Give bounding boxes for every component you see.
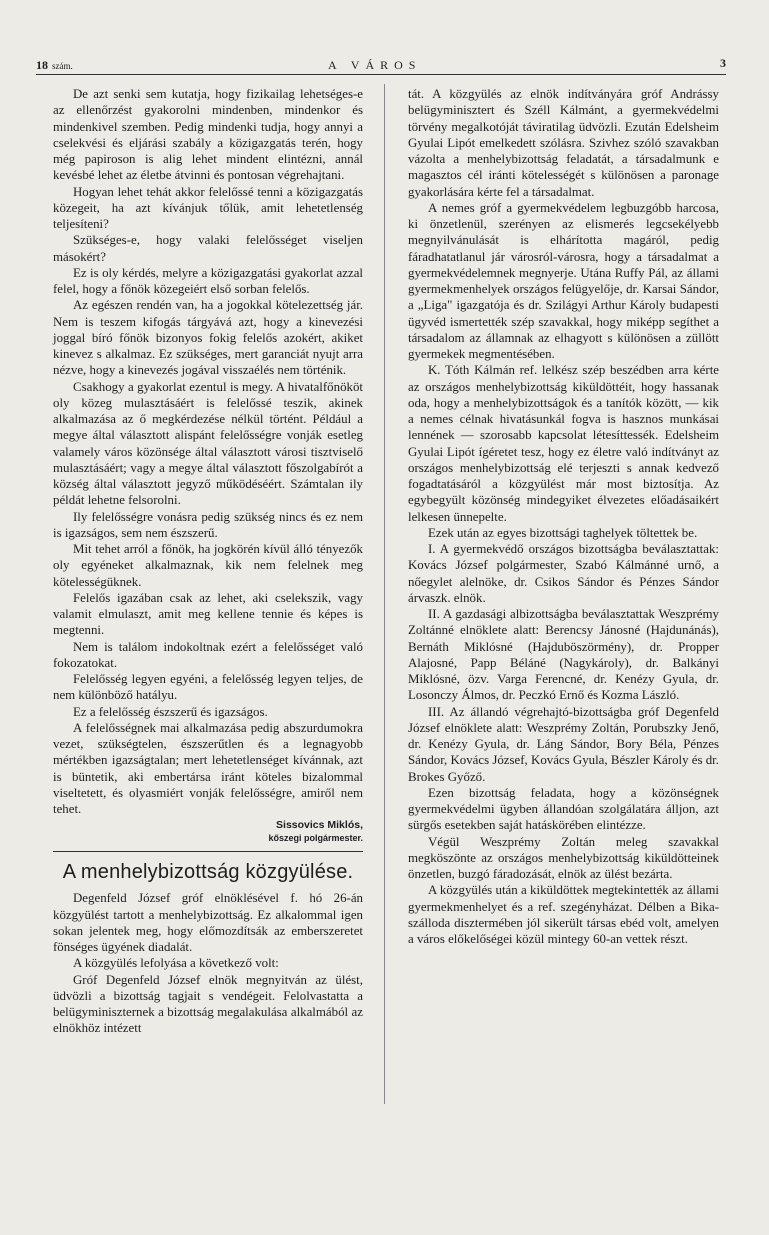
page-number-unit: szám. (52, 61, 73, 71)
signature-role: kőszegi polgármester. (268, 833, 363, 844)
paragraph: I. A gyermekvédő országos bizottságba beválasztattak: Kovács József polgármester, Szabó Kálmánné urnő, a nőegylet alelnöke, dr. Csikos Sándor és Pénzes Sándor árvaszk. elnök. (408, 542, 719, 605)
paragraph: De azt senki sem kutatja, hogy fizikailag lehetséges-e az ellenőrzést gyakorolni mindenben, mindenkor és mindenkivel szemben. Pedig mindenki tudja, hogy annyi a cselekvési és eljárási szabály a közigazgatás terén, hogy még papiroson is alig lehet mindent elintézni, annál kevésbé lehet az életbe átvinni és pontosan végrehajtani. (53, 87, 363, 183)
article-title: A menhelybizottság közgyülése. (62, 861, 354, 884)
page-header (36, 56, 726, 76)
paragraph: Gróf Degenfeld József elnök megnyitván az ülést, üdvözli a bizottság tagjait s vendégeit. Felolvastatta a belügyminiszternek a bizottság megalakulása alkalmából az elnökhöz intézett (53, 972, 363, 1036)
paragraph: K. Tóth Kálmán ref. lelkész szép beszédben arra kérte az országos menhelybizottság kiküldöttéit, hogy hassanak oda, hogy a menhelybizottságok és a tanítók között, — kik a nemes célnak hivatásunkál fogva is hasznos munkásai lennének — szorosabb kapcsolat létesíttessék. Edelsheim Gyulai Lipót ígéretet tesz, hogy ez életre való indítványt az országos menhelybizottság elé terjeszti s annak kedvező fogadtatásáról a közgyülést már most biztosítja. Az egybegyült közönség mindegyiket élvezetes előadásaikért lelkesen ünnepelte. (408, 363, 719, 524)
paragraph: II. A gazdasági albizottságba beválasztattak Weszprémy Zoltánné elnöklete alatt: Berencsy Jánosné (Hajdunánás), Bernáth Miklósné (Hajduböszörmény), dr. Propper Alajosné, Papp Béláné (Nagykároly), dr. Balkányi Miklósné, özv. Varga Ferencné, dr. Kenézy Gyula, dr. Losonczy Álmos, dr. Peczkó Ernő és Kozma László. (408, 607, 719, 703)
paragraph: Felelős igazában csak az lehet, aki cselekszik, vagy valamit elmulaszt, amit meg kellene tennie és képes is megtenni. (53, 590, 363, 638)
paragraph: Ily felelősségre vonásra pedig szükség nincs és ez nem is igazságos, sem nem észszerű. (53, 509, 363, 540)
page-number-left (36, 58, 73, 73)
column-divider (384, 84, 385, 1104)
paragraph: Felelősség legyen egyéni, a felelősség legyen teljes, de nem különböző hatályu. (53, 672, 363, 703)
signature (53, 819, 363, 845)
paragraph: III. Az állandó végrehajtó-bizottságba gróf Degenfeld József elnöklete alatt: Weszprémy Zoltán, Porubszky Jenő, dr. Kenézy Gyula, dr. Láng Sándor, Bory Béla, Pénzes Sándor, Kovács József, Kovács Gyula, Bészler Károly és dr. Brokes Győző. (408, 704, 719, 784)
paragraph: A közgyülés után a kiküldöttek megtekintették az állami gyermekmenhelyet és a ref. szegényházat. Délben a Bika-szálloda disztermében jól sikerült társas ebéd volt, amelyen a város előkelőségei közül mintegy 60-an vettek részt. (408, 883, 719, 946)
paragraph: Végül Weszprémy Zoltán meleg szavakkal megköszönte az országos menhelybizottság kiküldötteinek önzetlen, buzgó fáradozását, elnök az ülést bezárta. (408, 834, 719, 881)
page-number-value: 18 (36, 58, 48, 72)
journal-title: A VÁROS (328, 58, 422, 72)
paragraph: Ezek után az egyes bizottsági taghelyek töltettek be. (428, 525, 698, 540)
paragraph: Nem is találom indokoltnak ezért a felelősséget való fokozatokat. (53, 639, 363, 670)
paragraph: Ezen bizottság feladata, hogy a közönségnek gyermekvédelmi ügyben állandóan szolgálatára álljon, azt sürgős esetekben saját hatáskörében elintézze. (408, 785, 719, 833)
paragraph: Ez is oly kérdés, melyre a közigazgatási gyakorlat azzal felel, hogy a főnök közegeiért első sorban felelős. (53, 265, 363, 296)
paragraph: tát. A közgyülés az elnök indítványára gróf Andrássy belügyminisztert és Széll Kálmánt, a gyermekvédelmi törvény megalkotóját táviratilag üdvözli. Ezután Edelsheim Gyulai Lipót emelkedett szólásra. Szivhez szóló szavakban vázolta a menhelybizottság feladatát, a társadalmunk e magasztos cél iránti kötelességét s különösen a paronage gyakorlására kérte fel a társadalmat. (408, 87, 719, 199)
paragraph: Szükséges-e, hogy valaki felelősséget viseljen másokért? (53, 233, 363, 264)
paragraph: Hogyan lehet tehát akkor felelőssé tenni a közigazgatás közegeit, ha azt kívánjuk tőlük, amit lehetetlenség teljesíteni? (53, 184, 363, 231)
paragraph: Csakhogy a gyakorlat ezentul is megy. A hivatalfőnököt oly közeg mulasztásáért is felelőssé teszik, akinek alkalmazása az ő megkérdezése nélkül történt. Például a megye által választott alispánt felelősségre vonják esetleg valamely város közönsége által választott városi tisztviselő mulasztásáért; vagy a megye által választott főszolgabírót a község által választott jegyző működéséért. Számtalan ily példát lehetne felsorolni. (53, 379, 363, 508)
section-divider (53, 851, 363, 852)
paragraph: Az egészen rendén van, ha a jogokkal kötelezettség jár. Nem is teszem kifogás tárgyává azt, hogy a kinevezési joggal bíró főnök bizonyos fokig felelős azokért, akiket kinevez s alkalmaz. Ez szükséges, mert garanciát nyujt arra nézve, hogy a kinevezés jogával visszaélés nem történik. (53, 298, 363, 378)
signature-name: Sissovics Miklós, (276, 819, 363, 832)
paragraph: Degenfeld József gróf elnöklésével f. hó 26-án közgyülést tartott a menhelybizottság. Ez alkalommal igen sokan jelentek meg, hogy előmozdítsák az emberszeretet fönséges ügyének diadalát. (53, 891, 363, 954)
right-column (408, 86, 719, 947)
paragraph: Ez a felelősség észszerű és igazságos. (73, 704, 268, 719)
paragraph: A közgyülés lefolyása a következő volt: (73, 956, 279, 971)
paragraph: A felelősségnek mai alkalmazása pedig abszurdumokra vezet, szükségtelen, észszerűtlen és a legnagyobb mértékben igazságtalan; mert lehetetlenséget kívánnak, azt is büntetik, aki embertársa iránt köteles bizalommal viseltetett, és olyasmiért vonják felelősségre, amiről nem tehet. (53, 720, 363, 816)
page-number-right: 3 (720, 56, 726, 70)
paragraph: A nemes gróf a gyermekvédelem legbuzgóbb harcosa, ki önzetlenül, szerényen az elismerés legcsekélyebb megnyilvánulását is elhárította magáról, pedig fáradhatatlanul jár városról-városra, hogy a társadalmat a gyermekvédelemnek megnyerje. Utána Ruffy Pál, az állami gyermekmenhelyek országos felügyelője, dr. Karsai Sándor, a „Liga" igazgatója és dr. Szilágyi Arthur Károly budapesti ügyvéd ismertették szép szavakkal, hogy miképp segíthet a társadalom az államnak az elhagyott s különösen a züllött gyermekek megmentésében. (408, 200, 719, 361)
left-column (53, 86, 363, 1037)
header-rule (36, 74, 726, 75)
paragraph: Mit tehet arról a főnök, ha jogkörén kívül álló tényezők oly egyéneket alkalmaznak, kik nem felelnek meg kötelességüknek. (53, 542, 363, 589)
